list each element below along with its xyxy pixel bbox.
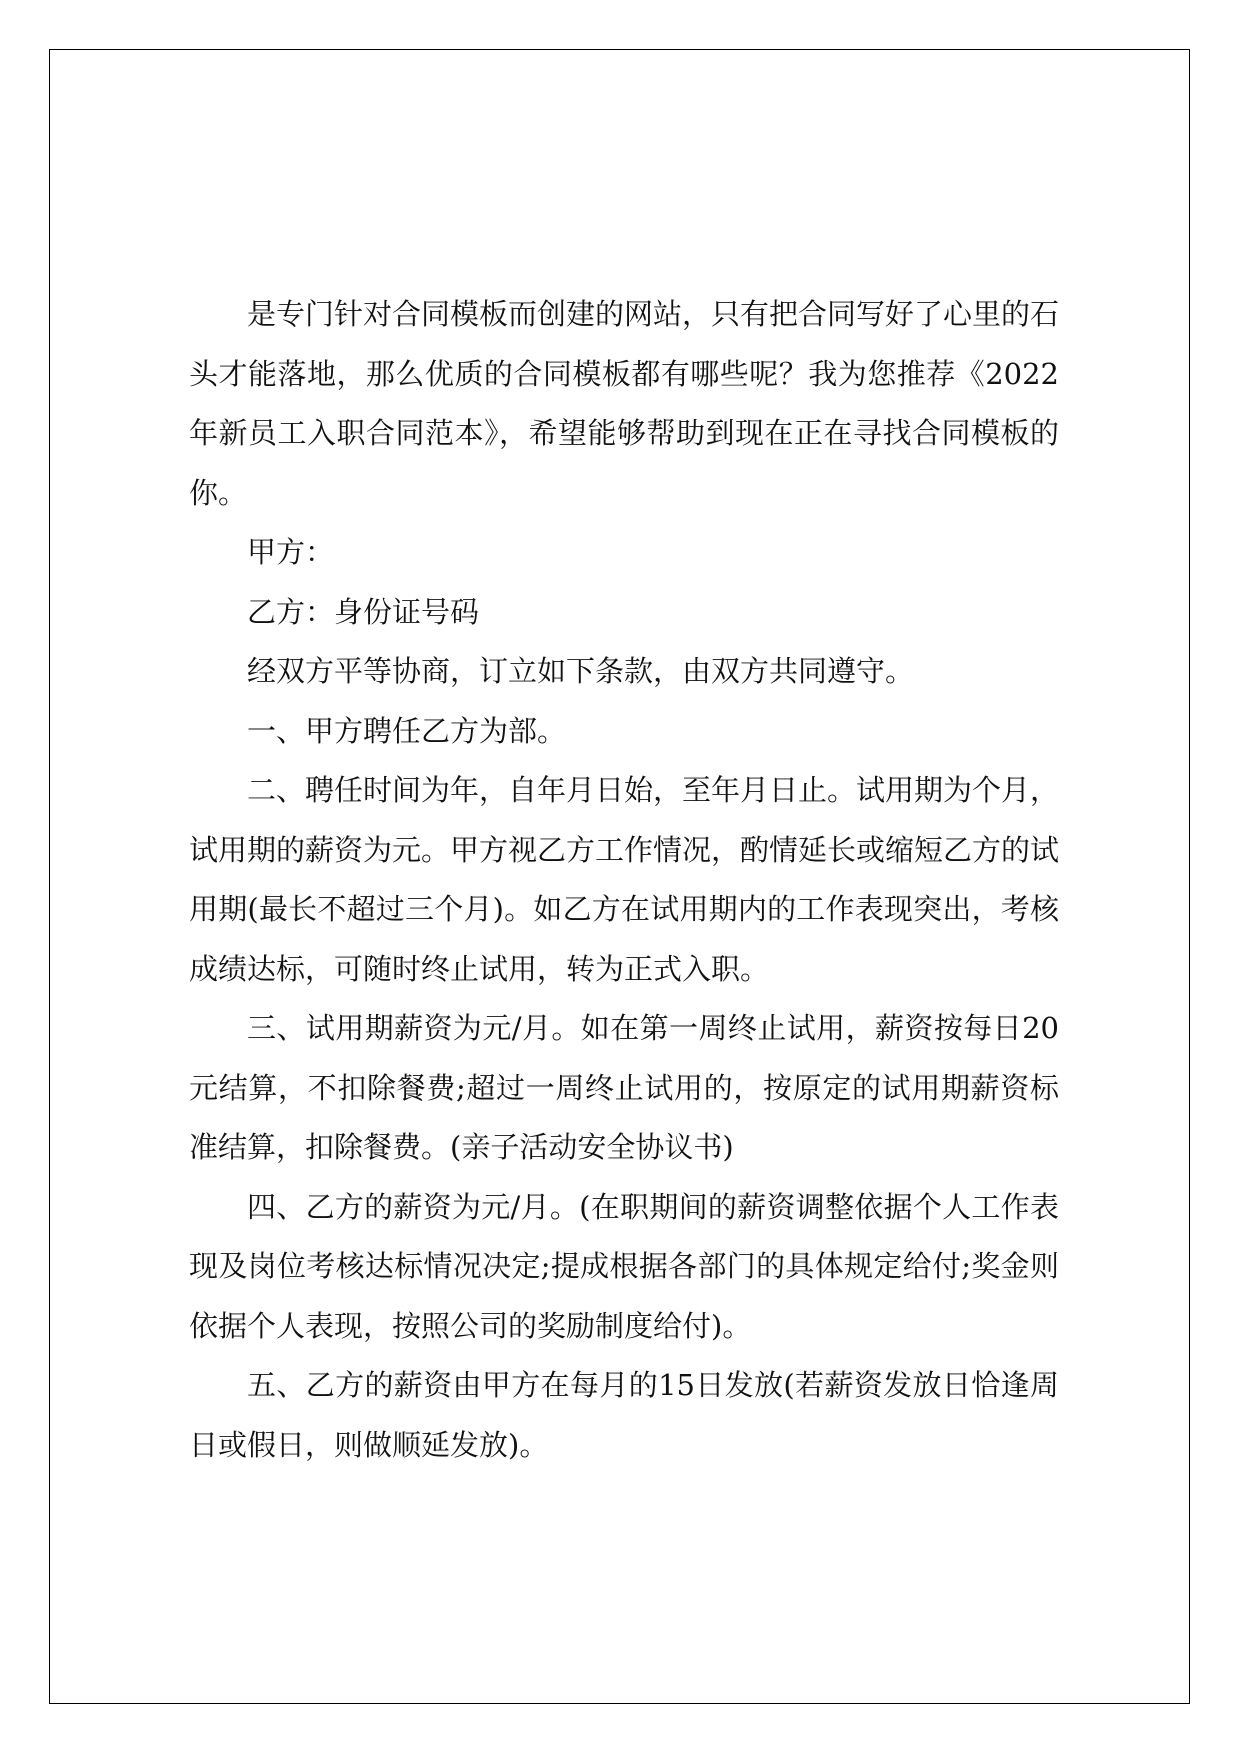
document-body xyxy=(189,285,1059,1475)
clause-4: 四、乙方的薪资为元/月。(在职期间的薪资调整依据个人工作表现及岗位考核达标情况决定;提成根据各部门的具体规定给付;奖金则依据个人表现，按照公司的奖励制度给付)。 xyxy=(189,1189,1059,1343)
clause-1: 一、甲方聘任乙方为部。 xyxy=(247,713,567,748)
party-a-line: 甲方： xyxy=(247,535,335,569)
intro-paragraph: 是专门针对合同模板而创建的网站，只有把合同写好了心里的石头才能落地，那么优质的合同模板都有哪些呢？我为您推荐《2022年新员工入职合同范本》，希望能够帮助到现在正在寻找合同模板的你。 xyxy=(189,297,1060,510)
clause-3: 三、试用期薪资为元/月。如在第一周终止试用，薪资按每日20元结算，不扣除餐费;超过一周终止试用的，按原定的试用期薪资标准结算，扣除餐费。(亲子活动安全协议书) xyxy=(189,1011,1059,1164)
party-b-line: 乙方：身份证号码 xyxy=(247,594,480,629)
clause-2: 二、聘任时间为年，自年月日始，至年月日止。试用期为个月，试用期的薪资为元。甲方视乙方工作情况，酌情延长或缩短乙方的试用期(最长不超过三个月)。如乙方在试用期内的工作表现突出，考核成绩达标，可随时终止试用，转为正式入职。 xyxy=(189,773,1060,986)
agreement-preamble: 经双方平等协商，订立如下条款，由双方共同遵守。 xyxy=(247,654,915,688)
clause-5: 五、乙方的薪资由甲方在每月的15日发放(若薪资发放日恰逢周日或假日，则做顺延发放)。 xyxy=(189,1368,1059,1462)
